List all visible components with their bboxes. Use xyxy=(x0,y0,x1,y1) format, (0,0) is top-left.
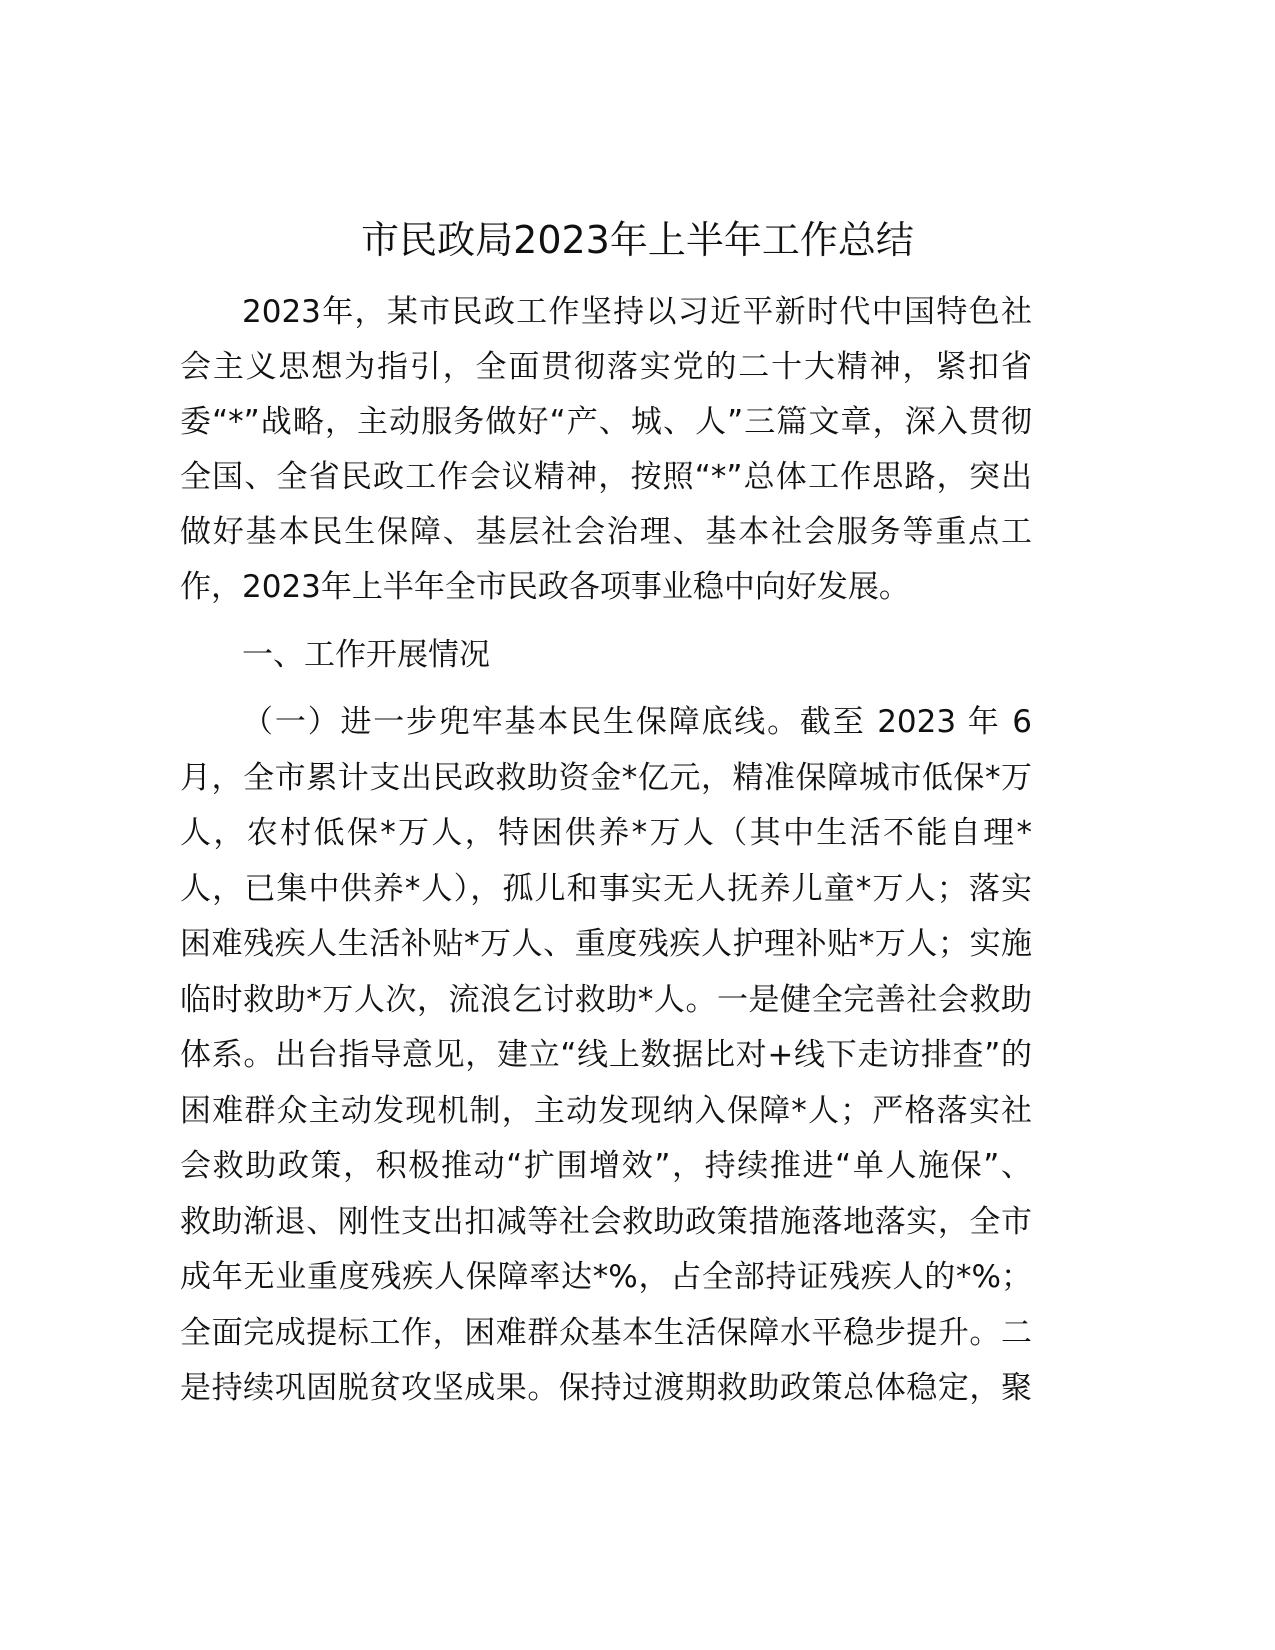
text-line: 救助渐退、刚性支出扣减等社会救助政策措施落地落实，全市 xyxy=(180,1203,1032,1240)
document-title: 市民政局2023年上半年工作总结 xyxy=(361,218,914,262)
text-line: 人，已集中供养*人），孤儿和事实无人抚养儿童*万人；落实 xyxy=(180,870,1032,907)
text-line: 成年无业重度残疾人保障率达*%，占全部持证残疾人的*%； xyxy=(180,1259,1032,1295)
text-line: 委“*”战略，主动服务做好“产、城、人”三篇文章，深入贯彻 xyxy=(180,404,1032,440)
text-line: 全面完成提标工作，困难群众基本生活保障水平稳步提升。二 xyxy=(180,1314,1032,1351)
text-line: 临时救助*万人次，流浪乞讨救助*人。一是健全完善社会救助 xyxy=(180,981,1032,1018)
text-line: 体系。出台指导意见，建立“线上数据比对+线下走访排查”的 xyxy=(180,1037,1032,1073)
text-line: 会救助政策，积极推动“扩围增效”，持续推进“单人施保”、 xyxy=(180,1148,1032,1184)
text-line: 全国、全省民政工作会议精神，按照“*”总体工作思路，突出 xyxy=(180,459,1032,495)
text-line: 做好基本民生保障、基层社会治理、基本社会服务等重点工 xyxy=(180,514,1032,550)
text-line: 困难群众主动发现机制，主动发现纳入保障*人；严格落实社 xyxy=(180,1092,1032,1129)
text-line: 是持续巩固脱贫攻坚成果。保持过渡期救助政策总体稳定，聚 xyxy=(180,1370,1032,1406)
text-line: 困难残疾人生活补贴*万人、重度残疾人护理补贴*万人；实施 xyxy=(180,926,1032,962)
text-line: 作，2023年上半年全市民政各项事业稳中向好发展。 xyxy=(180,569,910,605)
text-line: 月，全市累计支出民政救助资金*亿元，精准保障城市低保*万 xyxy=(180,759,1032,796)
text-line: 人，农村低保*万人，特困供养*万人（其中生活不能自理* xyxy=(180,815,1032,851)
text-line: 会主义思想为指引，全面贯彻落实党的二十大精神，紧扣省 xyxy=(180,349,1032,385)
section-heading: 一、工作开展情况 xyxy=(242,637,490,673)
text-line: （一）进一步兜牢基本民生保障底线。截至 2023 年 6 xyxy=(242,704,1032,740)
text-line: 2023年，某市民政工作坚持以习近平新时代中国特色社 xyxy=(242,294,1032,330)
